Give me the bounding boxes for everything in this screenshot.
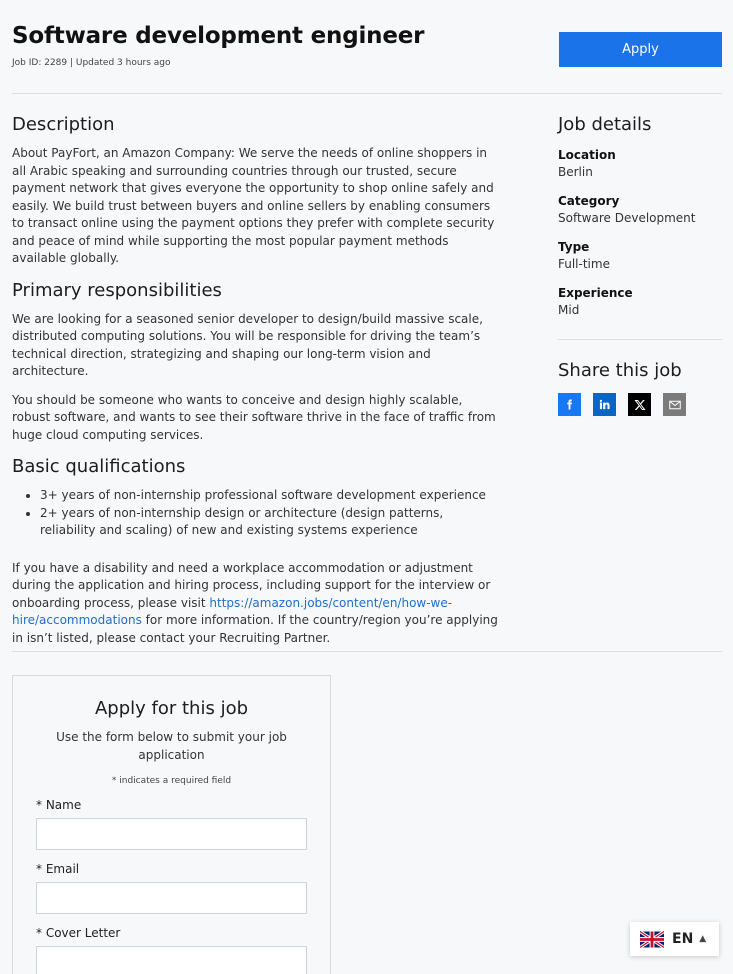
responsibilities-title: Primary responsibilities <box>12 279 222 301</box>
cover-letter-label: * Cover Letter <box>36 926 121 940</box>
cover-letter-input[interactable] <box>36 946 307 974</box>
detail-value: Full-time <box>558 257 610 271</box>
job-header <box>12 20 722 94</box>
apply-form-subtitle: Use the form below to submit your job application <box>56 730 287 762</box>
apply-button[interactable]: Apply <box>559 32 722 67</box>
detail-label: Type <box>558 240 590 254</box>
email-field-group <box>36 862 307 914</box>
qualifications-section <box>12 456 502 540</box>
description-title: Description <box>12 114 115 135</box>
detail-type <box>558 239 722 273</box>
required-field-note: * indicates a required field <box>111 776 232 786</box>
responsibilities-paragraph: You should be someone who wants to conceive and design highly scalable, robust software, and wants to see their software thrive in the face of traffic from huge cloud computing services. <box>12 392 496 442</box>
detail-value: Berlin <box>558 165 593 179</box>
detail-label: Experience <box>558 286 633 300</box>
job-details-title: Job details <box>558 114 652 135</box>
job-sidebar <box>558 114 722 416</box>
email-icon[interactable] <box>663 393 686 416</box>
responsibilities-section <box>12 280 502 445</box>
job-main-content <box>12 114 502 658</box>
responsibilities-paragraph: We are looking for a seasoned senior developer to design/build massive scale, distributed computing solutions. You will be responsible for driving the team’s technical direction, strategizing and shaping our long-term vision and architecture. <box>12 311 483 378</box>
linkedin-icon[interactable] <box>593 393 616 416</box>
sidebar-divider <box>558 339 722 340</box>
qualification-item: • 3+ years of non-internship professional software development experience <box>40 487 502 505</box>
job-meta: Job ID: 2289 | Updated 3 hours ago <box>12 58 171 68</box>
qualification-item: • 2+ years of non-internship design or architecture (design patterns, reliability and scaling) of new and existing systems experience <box>40 505 502 540</box>
description-section <box>12 114 502 268</box>
accommodations-link[interactable]: https://amazon.jobs/content/en/how-we-hire/accommodations <box>12 595 453 627</box>
detail-category <box>558 193 722 227</box>
description-text: About PayFort, an Amazon Company: We serve the needs of online shoppers in all Arabic speaking and surrounding countries through our trusted, secure payment network that gives everyone the opportunity to shop online safely and easily. We build trust between buyers and online sellers by enabling consumers to transact online using the payment options they prefer with complete security and peace of mind while supporting the most popular payment methods available globally. <box>12 146 495 265</box>
email-label: * Email <box>36 862 80 876</box>
job-title: Software development engineer <box>12 23 425 49</box>
chevron-up-icon: ▲ <box>699 934 707 944</box>
cover-letter-field-group <box>36 926 307 974</box>
detail-label: Category <box>558 194 620 208</box>
detail-location <box>558 147 722 181</box>
language-code: EN <box>672 931 694 947</box>
qualifications-list <box>12 487 502 540</box>
apply-form-title: Apply for this job <box>94 698 249 719</box>
share-buttons <box>558 393 722 416</box>
content-divider <box>12 651 722 652</box>
detail-label: Location <box>558 148 616 162</box>
accommodation-text-before: If you have a disability and need a workplace accommodation or adjustment during the application and hiring process, including support for the interview or onboarding process, please visit <box>12 560 491 610</box>
detail-value: Software Development <box>558 211 696 225</box>
name-field-group <box>36 798 307 850</box>
name-input[interactable] <box>36 818 307 850</box>
detail-value: Mid <box>558 303 580 317</box>
accommodation-text-after: for more information. If the country/region you’re applying in isn’t listed, please contact your Recruiting Partner. <box>12 613 498 645</box>
share-title: Share this job <box>558 360 682 381</box>
apply-form-card <box>12 675 331 974</box>
qualifications-title: Basic qualifications <box>12 456 186 477</box>
name-label: * Name <box>36 798 82 812</box>
accommodation-note <box>12 560 502 648</box>
facebook-icon[interactable] <box>558 393 581 416</box>
email-input[interactable] <box>36 882 307 914</box>
uk-flag-icon <box>640 931 664 948</box>
x-icon[interactable] <box>628 393 651 416</box>
language-selector[interactable] <box>630 922 719 956</box>
detail-experience <box>558 285 722 319</box>
